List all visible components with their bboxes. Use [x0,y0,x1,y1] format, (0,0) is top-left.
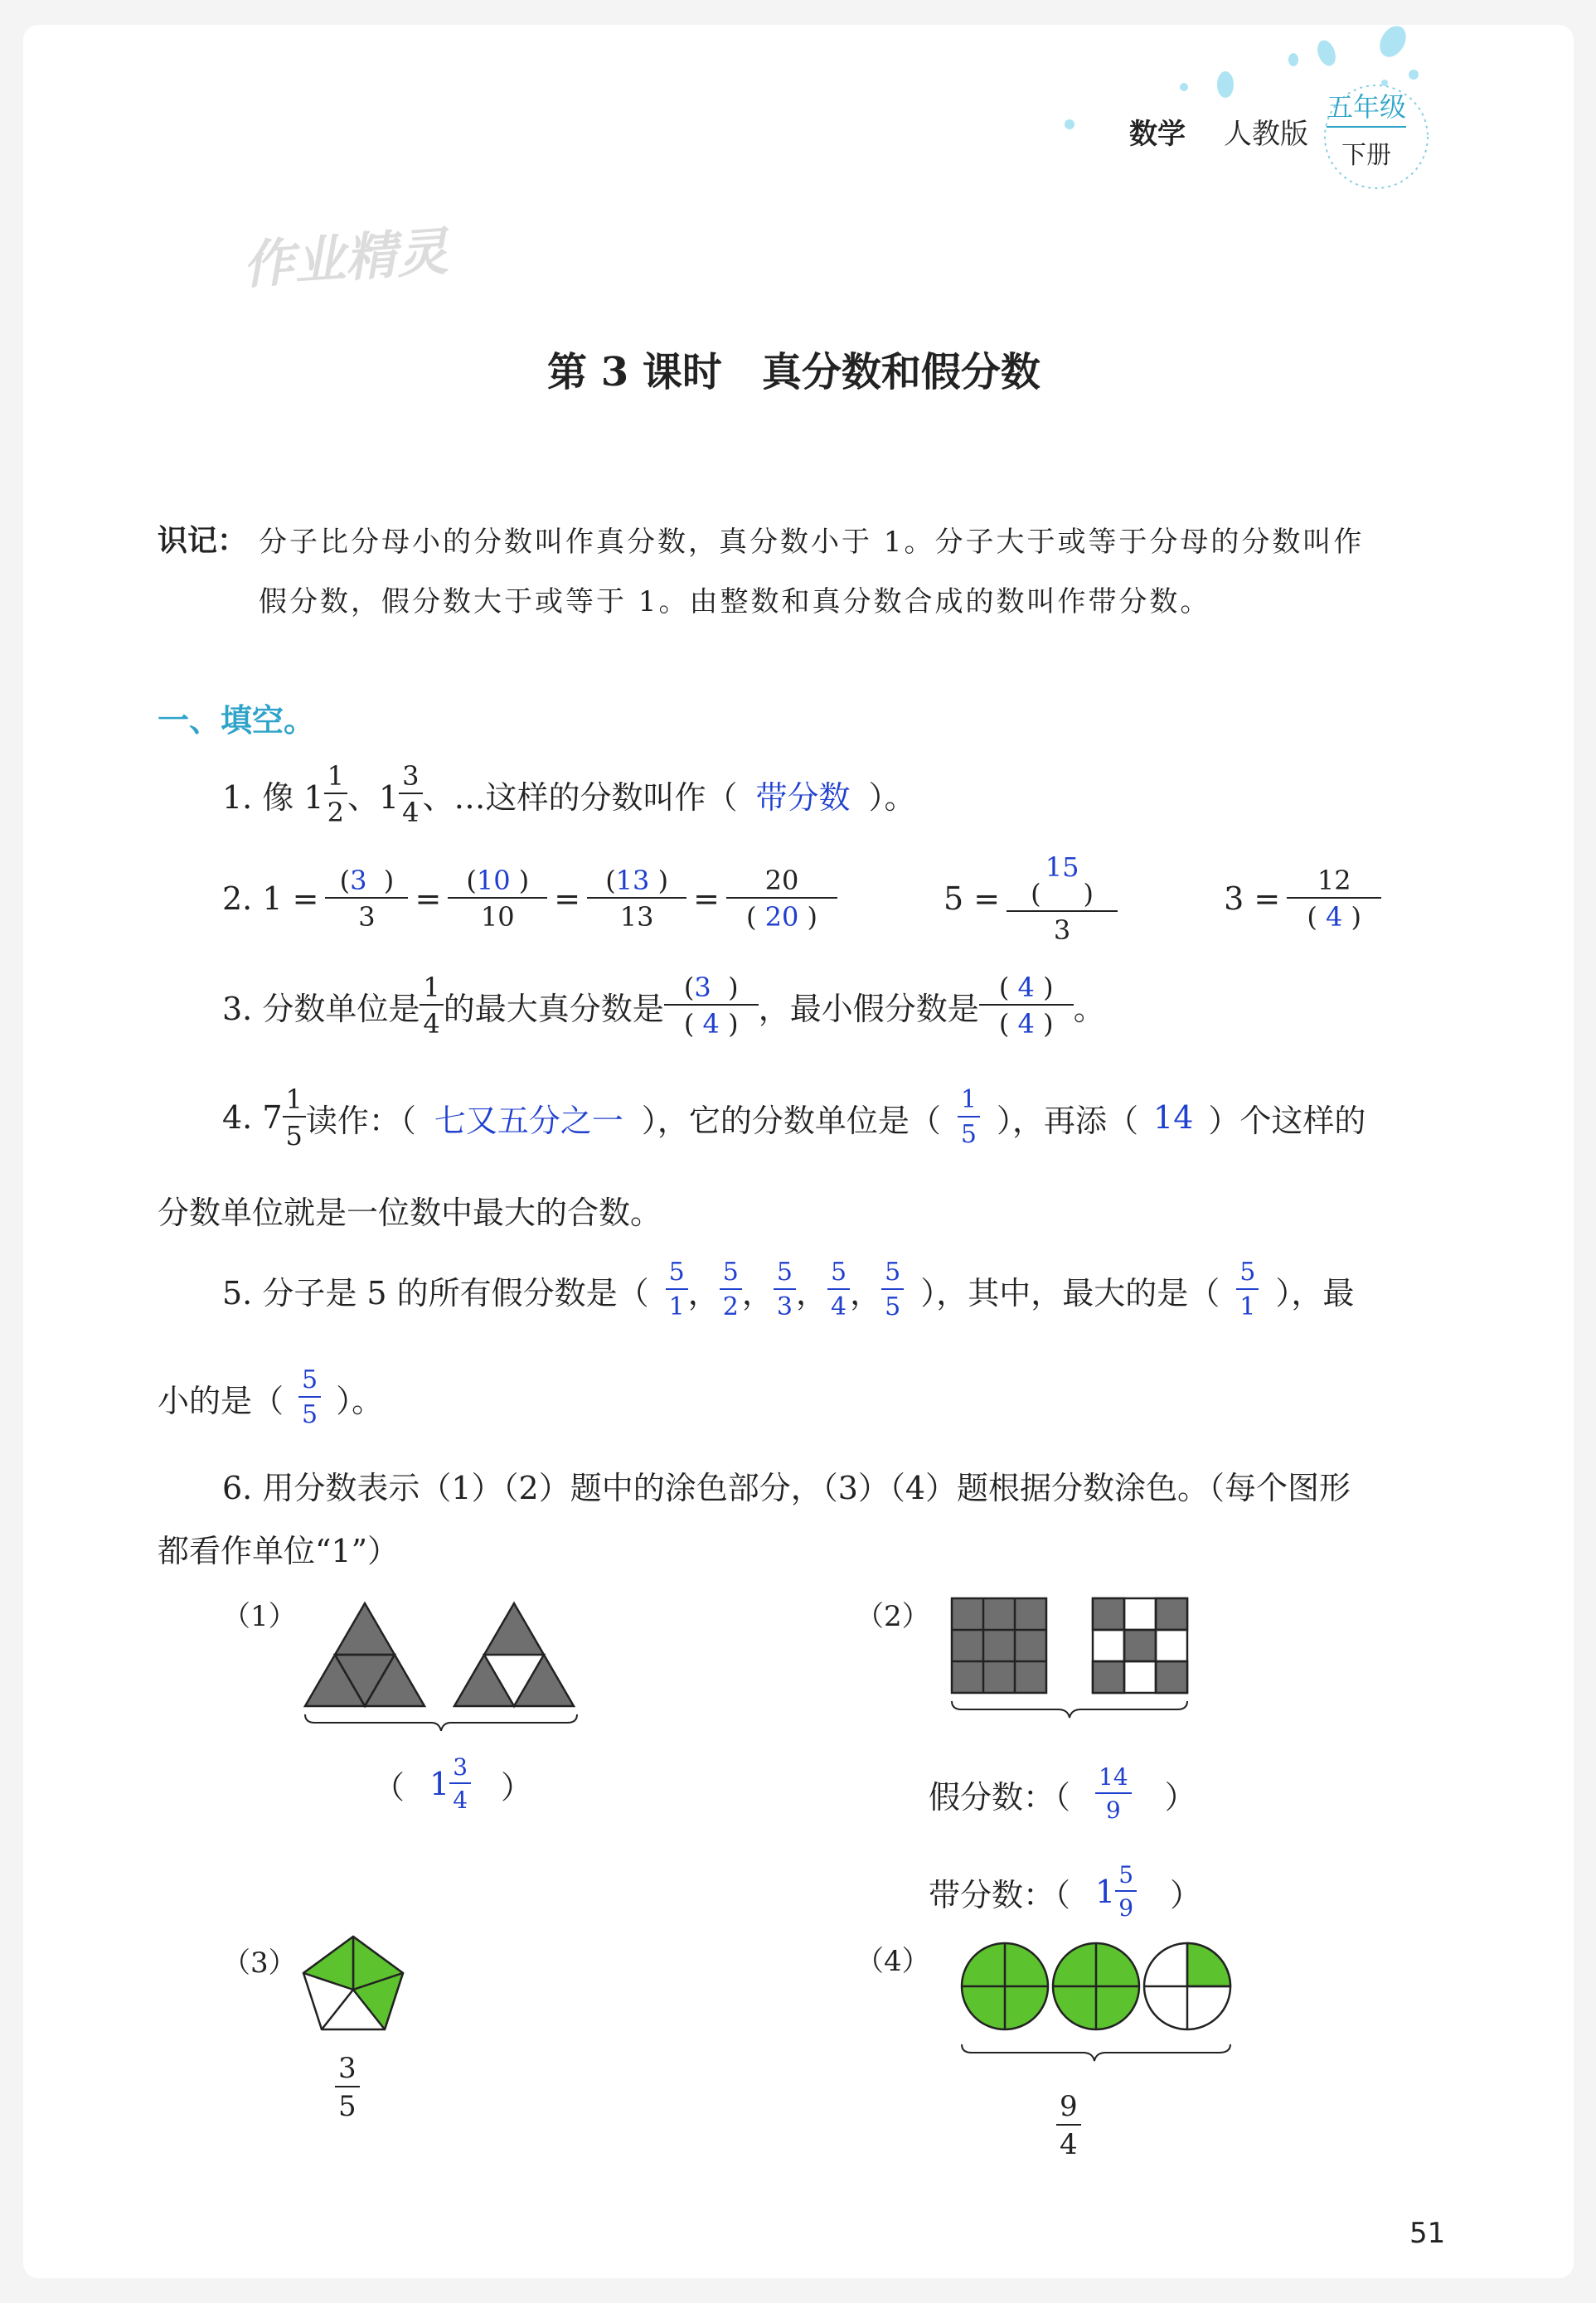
memo-line-1: 分子比分母小的分数叫作真分数，真分数小于 1。分子大于或等于分母的分数叫作 [259,526,1365,559]
q1-answer: 带分数 [755,778,851,816]
q5-max-answer: $\frac{5}{1}$ [1236,1260,1259,1320]
circles-figure [934,1923,1249,2073]
q3-unit-fraction: $\frac{1}{4}$ [420,974,443,1037]
memo-label: 识记： [158,524,248,558]
q5-answer-fraction: $\frac{5}{5}$ [881,1260,904,1320]
q5-answer-fraction: $\frac{5}{1}$ [666,1260,688,1320]
header-grade: 五年级 [1327,86,1406,128]
q3-mid: 的最大真分数是 [443,990,664,1027]
q2-label: 2. 1 = [222,880,319,917]
q2-fraction-a: $\frac{(3 )}{3}$ [325,867,408,930]
q3-answer-1: $\frac{(3 )}{( 4 )}$ [664,974,759,1037]
q6-line-2: 都看作单位“1”） [158,1533,400,1569]
q5-min-answer: $\frac{5}{5}$ [298,1368,321,1428]
header-edition: 人教版 [1224,118,1308,151]
question-1 [222,760,916,828]
q2-fraction-d: $\frac{20}{( 20 )}$ [726,867,837,930]
q2-eq: = [693,880,720,917]
q6-part-4-fraction: $\frac{9}{4}$ [1056,2092,1081,2159]
q5-answer-fraction: $\frac{5}{2}$ [720,1260,742,1320]
q5-prefix: 5. 分子是 5 的所有假分数是（ [222,1274,649,1311]
q1-fraction-2: $\frac{3}{4}$ [399,763,422,826]
q4-fraction: $\frac{1}{5}$ [283,1086,306,1149]
q6-part-2-improper-fraction: $\frac{14}{9}$ [1095,1766,1132,1822]
page-number: 51 [1409,2217,1446,2250]
q2-e-label: 5 = [943,880,1001,917]
q3-answer-2: $\frac{( 4 )}{( 4 )}$ [979,974,1074,1037]
q5-line-2 [158,1365,384,1429]
page-title: 第 3 课时 真分数和假分数 [547,349,1041,395]
question-4 [222,1084,1366,1152]
q3-prefix: 3. 分数单位是 [222,990,420,1027]
q4-answer-2: $\frac{1}{5}$ [958,1088,980,1147]
q2-fraction-f: $\frac{12}{( 4 )}$ [1287,867,1381,930]
q1-fraction-1: $\frac{1}{2}$ [324,763,347,826]
q1-mid: 、1 [347,778,400,816]
squares-figure [945,1592,1210,1733]
q5-line2-prefix: 小的是（ [158,1382,284,1419]
q2-eq: = [415,880,442,917]
q1-end: ）。 [868,778,916,816]
q2-fraction-b: $\frac{(10 )}{10}$ [448,867,547,930]
q6-line-1: 6. 用分数表示（1）（2）题中的涂色部分，（3）（4）题根据分数涂色。（每个图形 [222,1470,1351,1506]
q6-part-4-label: （4） [856,1945,930,1978]
q6-part-1-fraction: $\frac{3}{4}$ [449,1756,471,1812]
q5-answer-list: $\frac{5}{1}$ ， $\frac{5}{2}$ ， $\frac{5}{3}$ ， $\frac{5}{4}$ ， $\frac{5}{5}$ [666,1260,905,1320]
q2-f-label: 3 = [1224,880,1281,917]
q2-fraction-e: 15 ( ) 3 [1007,854,1118,943]
q4-answer-3: 14 [1153,1099,1194,1136]
memo-line-2: 假分数，假分数大于或等于 1。由整数和真分数合成的数叫作带分数。 [259,585,1211,618]
q6-part-1-label: （1） [222,1600,297,1633]
q4-prefix: 4. 7 [222,1099,283,1136]
section-heading: 一、填空。 [158,702,316,739]
q6-part-3-fraction: $\frac{3}{5}$ [335,2054,360,2121]
question-5 [222,1260,1354,1320]
q6-part-2-improper: 假分数：（ $\frac{14}{9}$ ） [929,1763,1196,1824]
question-3 [222,972,1105,1040]
q2-eq: = [554,880,581,917]
q1-prefix: 1. 像 1 [222,778,324,816]
q1-suffix: 、…这样的分数叫作（ [422,778,738,816]
q2-fraction-c: $\frac{(13 )}{13}$ [587,867,686,930]
watermark: 作业精灵 [240,221,450,296]
leaf-decoration-icon [1045,25,1476,191]
q6-part-3-label: （3） [222,1947,297,1980]
q5-answer-fraction: $\frac{5}{4}$ [827,1260,850,1320]
q4-end: ）个这样的 [1208,1102,1366,1139]
q6-part-1-answer: （ 1 $\frac{3}{4}$ ） [373,1753,533,1814]
q4-mid2: ），再添（ [997,1102,1139,1139]
q3-end: 。 [1073,990,1105,1027]
q4-line-2: 分数单位就是一位数中最大的合数。 [158,1195,662,1231]
q6-part-2-mixed: 带分数：（ 1 $\frac{5}{9}$ ） [929,1861,1202,1922]
q4-mid: ），它的分数单位是（ [641,1102,941,1139]
q5-line2-end: ）。 [336,1382,384,1419]
q5-answer-fraction: $\frac{5}{3}$ [774,1260,796,1320]
question-2 [222,851,1388,946]
header-term: 下册 [1341,141,1391,170]
q6-part-2-mixed-fraction: $\frac{5}{9}$ [1115,1864,1137,1920]
triangles-figure [298,1590,597,1731]
q6-part-2-label: （2） [856,1600,930,1633]
q3-mid2: ，最小假分数是 [758,990,979,1027]
pentagon-figure [295,1930,411,2038]
q4-read: 读作：（ [305,1102,416,1139]
q5-end: ），最 [1275,1274,1355,1311]
header-subject: 数学 [1129,118,1186,151]
q5-mid: ），其中，最大的是（ [920,1274,1220,1311]
q4-answer-1: 七又五分之一 [434,1102,623,1139]
